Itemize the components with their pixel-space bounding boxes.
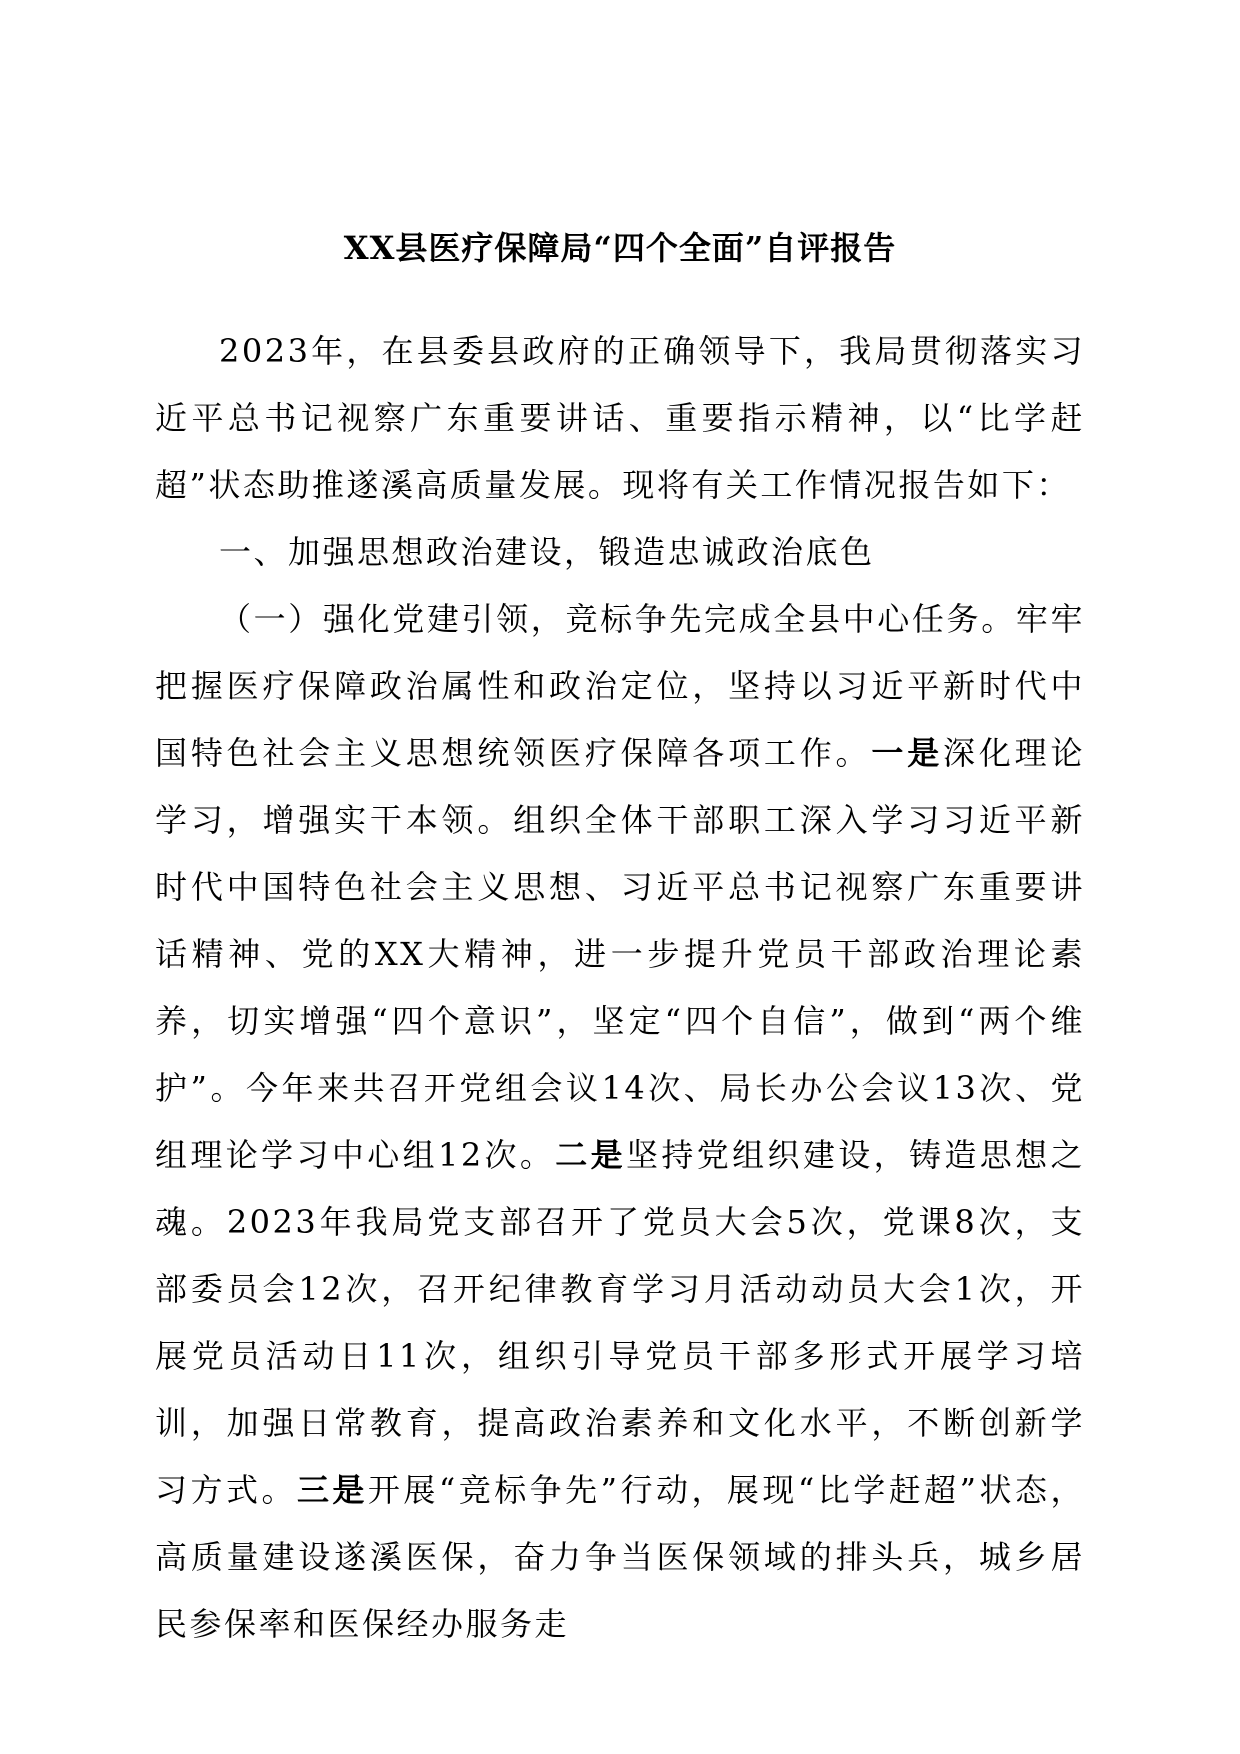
section-1-text-c: 坚持党组织建设，铸造思想之魂。2023年我局党支部召开了党员大会5次，党课8次，支部委员会12次，召开纪律教育学习月活动动员大会1次，开展党员活动日11次，组织引导党员干部多形式开展学习培训，加强日常教育，提高政治素养和文化水平，不断创新学习方式。 [155,1136,1085,1509]
document-body [155,318,1085,1658]
section-heading-1: 一、加强思想政治建设，锻造忠诚政治底色 [219,533,875,571]
lead-marker-3: 三是 [296,1471,368,1509]
document-title: XX县医疗保障局“四个全面”自评报告 [343,229,897,267]
intro-paragraph: 2023年，在县委县政府的正确领导下，我局贯彻落实习近平总书记视察广东重要讲话、重要指示精神，以“比学赶超”状态助推遂溪高质量发展。现将有关工作情况报告如下： [155,332,1085,504]
lead-marker-1: 一是 [871,734,944,772]
section-1-text-d: 开展“竞标争先”行动，展现“比学赶超”状态，高质量建设遂溪医保，奋力争当医保领域的排头兵，城乡居民参保率和医保经办服务走 [155,1471,1085,1643]
section-1-paragraph [155,586,1085,1658]
lead-marker-2: 二是 [555,1136,627,1174]
section-1-text-a: （一）强化党建引领，竞标争先完成全县中心任务。牢牢把握医疗保障政治属性和政治定位，坚持以习近平新时代中国特色社会主义思想统领医疗保障各项工作。 [155,600,1085,772]
section-1-text-b: 深化理论学习，增强实干本领。组织全体干部职工深入学习习近平新时代中国特色社会主义思想、习近平总书记视察广东重要讲话精神、党的XX大精神，进一步提升党员干部政治理论素养，切实增强“四个意识”，坚定“四个自信”，做到“两个维护”。今年来共召开党组会议14次、局长办公会议13次、党组理论学习中心组12次。 [155,734,1085,1174]
